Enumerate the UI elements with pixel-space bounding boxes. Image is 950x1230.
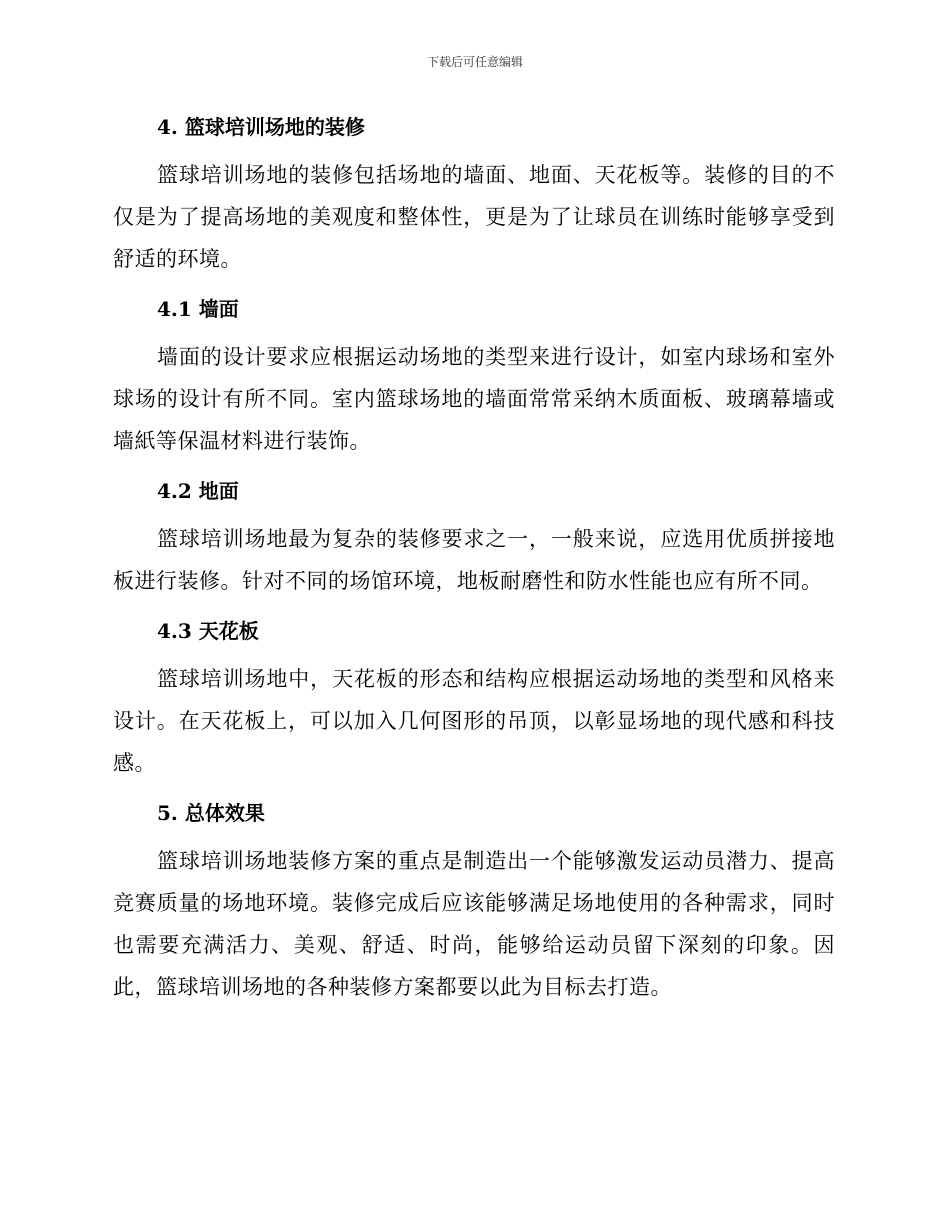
header-note: 下载后可任意编辑 bbox=[426, 55, 523, 69]
document-body bbox=[113, 110, 835, 1008]
section-heading-5: 5. 总体效果 bbox=[157, 801, 265, 825]
section-paragraph-5: 篮球培训场地装修方案的重点是制造出一个能够激发运动员潜力、提高竞赛质量的场地环境。装修完成后应该能够满足场地使用的各种需求，同时也需要充满活力、美观、舒适、时尚，能够给运动员留下深刻的印象。因此，篮球培训场地的各种装修方案都要以此为目标去打造。 bbox=[113, 849, 835, 999]
section-heading-4: 4. 篮球培训场地的装修 bbox=[157, 115, 365, 139]
section-paragraph-4-1: 墙面的设计要求应根据运动场地的类型来进行设计，如室内球场和室外球场的设计有所不同。室内篮球场地的墙面常常采纳木质面板、玻璃幕墙或墙紙等保温材料进行装饰。 bbox=[113, 345, 835, 453]
section-paragraph-4-2: 篮球培训场地最为复杂的装修要求之一，一般来说，应选用优质拼接地板进行装修。针对不同的场馆环境，地板耐磨性和防水性能也应有所不同。 bbox=[113, 527, 835, 593]
section-heading-4-3: 4.3 天花板 bbox=[157, 619, 259, 643]
section-paragraph-4-3: 篮球培训场地中，天花板的形态和结构应根据运动场地的类型和风格来设计。在天花板上，可以加入几何图形的吊顶，以彰显场地的现代感和科技感。 bbox=[113, 667, 835, 775]
section-paragraph-4: 篮球培训场地的装修包括场地的墙面、地面、天花板等。装修的目的不仅是为了提高场地的美观度和整体性，更是为了让球员在训练时能够享受到舒适的环境。 bbox=[113, 163, 835, 271]
section-heading-4-2: 4.2 地面 bbox=[157, 479, 239, 503]
section-heading-4-1: 4.1 墙面 bbox=[157, 297, 239, 321]
